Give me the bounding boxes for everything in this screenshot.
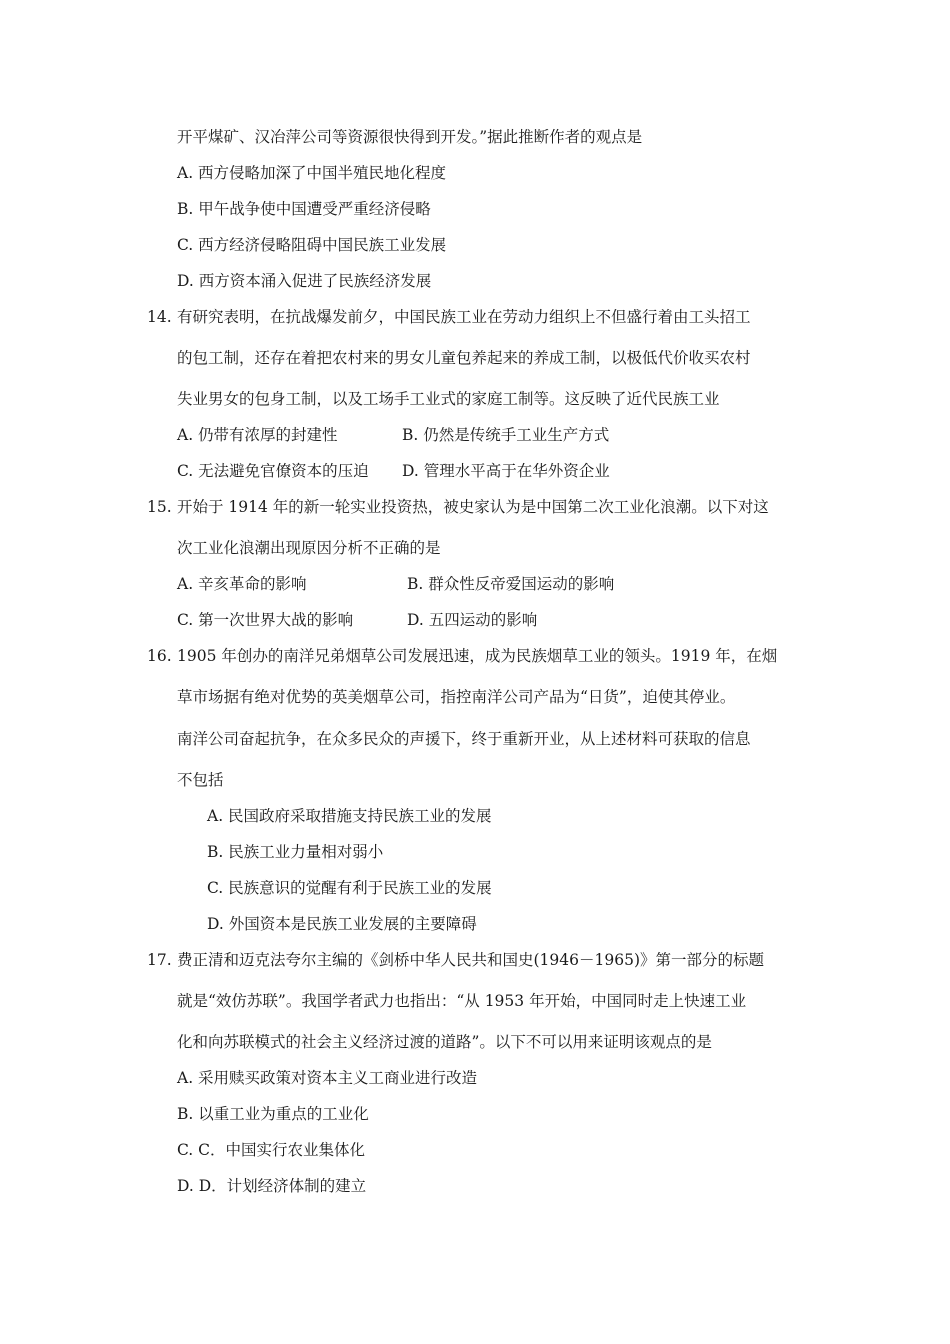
q15-option-b: B. 群众性反帝爱国运动的影响 [407,575,615,593]
q16-text-line: 南洋公司奋起抗争，在众多民众的声援下，终于重新开业，从上述材料可获取的信息 [177,730,751,748]
q15-option-a: A. 辛亥革命的影响 [177,575,307,593]
q14-number: 14. [147,308,172,326]
q14-text-line: 有研究表明，在抗战爆发前夕，中国民族工业在劳动力组织上不但盛行着由工头招工 [177,308,751,326]
q15-option-d: D. 五四运动的影响 [407,611,538,629]
q17-option-c: C. C．中国实行农业集体化 [177,1141,366,1159]
q17-option-a: A. 采用赎买政策对资本主义工商业进行改造 [177,1069,478,1087]
q17-number: 17. [147,951,172,969]
q17-text-line: 费正清和迈克法夸尔主编的《剑桥中华人民共和国史(1946－1965)》第一部分的标题 [177,951,764,969]
q16-option-d: D. 外国资本是民族工业发展的主要障碍 [207,915,477,933]
q13-text-line: 开平煤矿、汉冶萍公司等资源很快得到开发。”据此推断作者的观点是 [177,128,643,146]
q14-option-d: D. 管理水平高于在华外资企业 [402,462,610,480]
q15-number: 15. [147,498,172,516]
q16-text-line: 1905 年创办的南洋兄弟烟草公司发展迅速，成为民族烟草工业的领头。1919 年，在烟 [177,647,778,665]
q16-option-a: A. 民国政府采取措施支持民族工业的发展 [207,807,492,825]
q14-text-line: 的包工制，还存在着把农村来的男女儿童包养起来的养成工制，以极低代价收买农村 [177,349,751,367]
q16-number: 16. [147,647,172,665]
q16-text-line: 草市场据有绝对优势的英美烟草公司，指控南洋公司产品为“日货”，迫使其停业。 [177,688,736,706]
q17-option-b: B. 以重工业为重点的工业化 [177,1105,369,1123]
q14-text-line: 失业男女的包身工制，以及工场手工业式的家庭工制等。这反映了近代民族工业 [177,390,720,408]
q13-option-d: D. 西方资本涌入促进了民族经济发展 [177,272,432,290]
q17-text-line: 化和向苏联模式的社会主义经济过渡的道路”。以下不可以用来证明该观点的是 [177,1033,712,1051]
q14-option-c: C. 无法避免官僚资本的压迫 [177,462,369,480]
q15-text-line: 次工业化浪潮出现原因分析不正确的是 [177,539,441,557]
q16-option-c: C. 民族意识的觉醒有利于民族工业的发展 [207,879,492,897]
q13-option-a: A. 西方侵略加深了中国半殖民地化程度 [177,164,447,182]
q17-text-line: 就是“效仿苏联”。我国学者武力也指出：“从 1953 年开始，中国同时走上快速工业 [177,992,747,1010]
q15-text-line: 开始于 1914 年的新一轮实业投资热，被史家认为是中国第二次工业化浪潮。以下对这 [177,498,769,516]
q13-option-b: B. 甲午战争使中国遭受严重经济侵略 [177,200,431,218]
q14-option-a: A. 仍带有浓厚的封建性 [177,426,338,444]
q17-option-d: D. D．计划经济体制的建立 [177,1177,367,1195]
q13-option-c: C. 西方经济侵略阻碍中国民族工业发展 [177,236,447,254]
q16-text-line: 不包括 [177,771,224,789]
q16-option-b: B. 民族工业力量相对弱小 [207,843,384,861]
q14-option-b: B. 仍然是传统手工业生产方式 [402,426,610,444]
q15-option-c: C. 第一次世界大战的影响 [177,611,354,629]
